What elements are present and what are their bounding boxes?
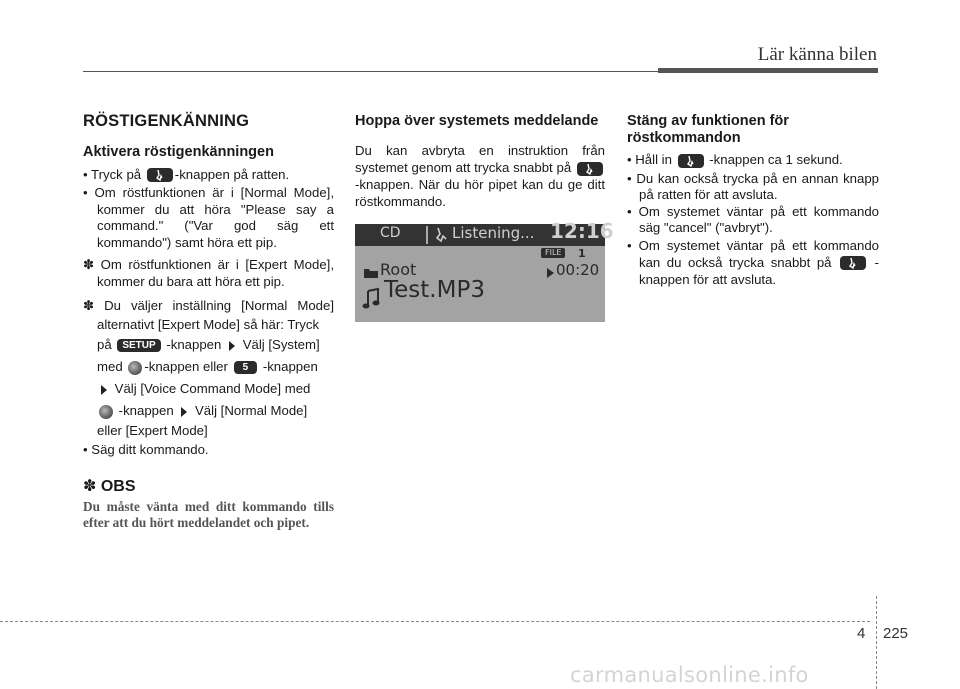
note-expert-mode: ✽ Om röstfunktionen är i [Expert Mode], kommer du bara att höra ett pip. xyxy=(83,257,334,289)
bullet-other-button: • Du kan också trycka på en annan knapp på ratten för att avsluta. xyxy=(627,170,879,202)
setup-button-icon: SETUP xyxy=(117,339,160,352)
note-select-line5 xyxy=(97,400,334,422)
section-title: RÖSTIGENKÄNNING xyxy=(83,112,250,130)
note-pa: på xyxy=(97,337,112,352)
skip-text-pre: Du kan avbryta en instruktion från systemet genom att trycka snabbt på xyxy=(355,143,605,175)
bullet-quick-post: -knappen för att avsluta. xyxy=(639,254,879,287)
arrow-right-icon xyxy=(101,385,107,395)
footer-divider xyxy=(876,596,877,689)
bullet-hold-pre: • Håll in xyxy=(627,152,672,167)
bullet-hold xyxy=(627,152,879,169)
bullet-hold-post: -knappen ca 1 sekund. xyxy=(709,152,843,167)
bullet-quick-pre: • Om systemet väntar på ett kommando kan du också trycka snabbt på xyxy=(627,237,879,270)
obs-title: ✽ OBS xyxy=(83,477,136,495)
bullet-press-pre: • Tryck på xyxy=(83,166,142,182)
lcd-status: Listening... xyxy=(452,224,535,242)
header-title: Lär känna bilen xyxy=(757,44,877,65)
subtitle-activate: Aktivera röstigenkänningen xyxy=(83,143,274,160)
arrow-right-icon xyxy=(181,407,187,417)
lcd-file-badge: FILE xyxy=(541,248,565,258)
voice-button-icon xyxy=(577,162,603,176)
lcd-time: 00:20 xyxy=(556,261,600,279)
note-pg: Välj [Voice Command Mode] med xyxy=(114,381,311,396)
lcd-clock: 12:16 xyxy=(550,219,614,243)
lcd-folder-name: Root xyxy=(380,260,417,279)
skip-text-post: -knappen. När du hör pipet kan du ge ditt röstkommando. xyxy=(355,177,605,209)
tune-knob-icon xyxy=(99,405,113,419)
bullet-cancel: • Om systemet väntar på ett kommando säg "cancel" ("avbryt"). xyxy=(627,203,879,235)
note-select-line6: eller [Expert Mode] xyxy=(97,423,208,438)
music-note-icon xyxy=(362,288,380,310)
voice-listening-icon xyxy=(435,227,449,242)
subtitle-turn-off: Stäng av funktionen för röstkommandon xyxy=(627,113,789,146)
voice-button-icon xyxy=(840,256,866,270)
bullet-say-command: • Säg ditt kommando. xyxy=(83,442,209,457)
lcd-separator xyxy=(426,226,428,244)
note-select-line1: ✽ Du väljer inställning [Normal Mode] alternativt [Expert Mode] så här: Tryck xyxy=(83,298,334,332)
page-number: 225 xyxy=(883,625,909,642)
chapter-number: 4 xyxy=(857,625,866,642)
arrow-right-icon xyxy=(229,341,235,351)
note-select-mode xyxy=(83,296,334,439)
watermark: carmanualsonline.info xyxy=(570,663,809,687)
play-icon xyxy=(547,268,554,278)
five-button-icon: 5 xyxy=(234,361,258,374)
lcd-file-number: 1 xyxy=(578,247,586,260)
subtitle-skip: Hoppa över systemets meddelande xyxy=(355,113,599,129)
header-rule-thin xyxy=(83,71,658,72)
voice-button-icon xyxy=(678,154,704,168)
column-right xyxy=(627,110,879,288)
skip-text xyxy=(355,142,605,210)
bullet-press xyxy=(83,167,334,184)
tune-knob-icon xyxy=(128,361,142,375)
bullet-normal-mode: • Om röstfunktionen är i [Normal Mode], kommer du att höra "Please say a command." ("Var god säg ett kommando") samt höra ett pip. xyxy=(83,185,334,250)
header-rule-thick xyxy=(658,68,878,73)
bullet-press-post: -knappen på ratten. xyxy=(174,166,290,182)
column-middle xyxy=(355,110,614,322)
note-pi: Välj [Normal Mode] xyxy=(195,403,308,418)
note-select-line2 xyxy=(97,334,334,356)
note-select-line4 xyxy=(97,378,334,400)
folder-icon xyxy=(364,268,378,278)
note-pb: -knappen xyxy=(166,337,222,352)
column-left xyxy=(83,110,334,531)
note-pd: med xyxy=(97,359,123,374)
bullet-quick-press xyxy=(627,237,879,288)
note-ph: -knappen xyxy=(118,403,174,418)
footer-rule xyxy=(0,621,870,622)
audio-display-screenshot xyxy=(355,219,614,322)
lcd-track-name: Test.MP3 xyxy=(384,277,485,303)
note-pe: -knappen eller xyxy=(144,359,228,374)
note-select-line3 xyxy=(97,356,334,378)
note-pc: Välj [System] xyxy=(242,337,320,352)
voice-button-icon xyxy=(147,168,173,182)
obs-body: Du måste vänta med ditt kommando tills efter att du hört meddelandet och pipet. xyxy=(83,499,334,530)
note-pf: -knappen xyxy=(262,359,318,374)
lcd-source: CD xyxy=(380,225,401,241)
